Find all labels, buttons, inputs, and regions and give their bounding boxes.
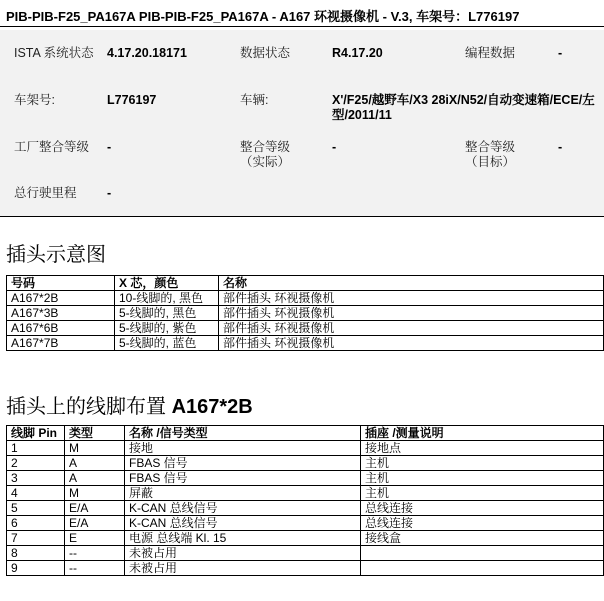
table-cell: 7 (7, 531, 65, 546)
table-cell: 6 (7, 516, 65, 531)
table-cell: A167*6B (7, 321, 115, 336)
table-cell: E (65, 531, 125, 546)
table-cell: FBAS 信号 (125, 471, 361, 486)
table-row (7, 501, 604, 516)
table-cell: A167*3B (7, 306, 115, 321)
table-cell: 部件插头 环视摄像机 (219, 306, 604, 321)
table-cell: A167*7B (7, 336, 115, 351)
table-cell: -- (65, 546, 125, 561)
table-cell: 屏蔽 (125, 486, 361, 501)
table-row (7, 336, 604, 351)
column-header: 名称 (219, 276, 604, 291)
page-header-title: PIB-PIB-F25_PA167A PIB-PIB-F25_PA167A - A167 环视摄像机 - V.3, 车架号：L776197 (6, 9, 520, 24)
table-cell: 接线盒 (361, 531, 604, 546)
table-cell: 部件插头 环视摄像机 (219, 336, 604, 351)
table-cell: 5-线脚的, 蓝色 (115, 336, 219, 351)
vehicle-value: X'/F25/越野车/X3 28iX/N52/自动变速箱/ECE/左型/2011/11 (332, 93, 595, 122)
data-status-value: R4.17.20 (332, 46, 383, 60)
table-cell: A167*2B (7, 291, 115, 306)
table-row (7, 306, 604, 321)
table-cell: K-CAN 总线信号 (125, 501, 361, 516)
table-row (7, 561, 604, 576)
table-cell: -- (65, 561, 125, 576)
programming-value: - (558, 46, 563, 60)
target-level-value: - (558, 140, 563, 154)
table-cell: 电源 总线端 Kl. 15 (125, 531, 361, 546)
table-cell: E/A (65, 516, 125, 531)
table-row (7, 516, 604, 531)
column-header: 线脚 Pin (7, 426, 65, 441)
table-cell: M (65, 486, 125, 501)
vehicle-info-panel (0, 30, 604, 216)
ista-label: ISTA 系统状态 (14, 46, 94, 60)
table-cell: 总线连接 (361, 516, 604, 531)
table-cell: 8 (7, 546, 65, 561)
table-cell: 5-线脚的, 黑色 (115, 306, 219, 321)
column-header: 名称 /信号类型 (125, 426, 361, 441)
info-divider (0, 216, 604, 217)
table-cell: 3 (7, 471, 65, 486)
table-row (7, 456, 604, 471)
table-cell: FBAS 信号 (125, 456, 361, 471)
table-cell: 部件插头 环视摄像机 (219, 321, 604, 336)
pins-table (6, 425, 604, 576)
table-row (7, 531, 604, 546)
table-cell: E/A (65, 501, 125, 516)
table-cell: 主机 (361, 456, 604, 471)
table-cell: K-CAN 总线信号 (125, 516, 361, 531)
table-row (7, 471, 604, 486)
table-cell (361, 561, 604, 576)
mileage-value: - (107, 186, 112, 200)
mileage-label: 总行驶里程 (14, 186, 77, 200)
vin-label: 车架号: (14, 93, 55, 107)
table-cell: 接地 (125, 441, 361, 456)
table-header-row (7, 426, 604, 441)
programming-label: 编程数据 (465, 46, 516, 60)
table-cell: A (65, 471, 125, 486)
header-divider (0, 26, 604, 27)
ista-value: 4.17.20.18171 (107, 46, 187, 60)
actual-level-label: 整合等级（实际） (240, 140, 291, 169)
table-cell: 总线连接 (361, 501, 604, 516)
table-cell: 接地点 (361, 441, 604, 456)
data-status-label: 数据状态 (240, 46, 291, 60)
table-cell: 未被占用 (125, 561, 361, 576)
table-cell: 主机 (361, 471, 604, 486)
table-cell: M (65, 441, 125, 456)
table-row (7, 321, 604, 336)
table-cell: 2 (7, 456, 65, 471)
table-cell: 5-线脚的, 紫色 (115, 321, 219, 336)
vehicle-label: 车辆: (240, 93, 269, 107)
vin-value: L776197 (107, 93, 157, 107)
table-cell: 主机 (361, 486, 604, 501)
table-cell (361, 546, 604, 561)
table-cell: 5 (7, 501, 65, 516)
actual-level-value: - (332, 140, 337, 154)
column-header: 号码 (7, 276, 115, 291)
column-header: 插座 /测量说明 (361, 426, 604, 441)
table-cell: 4 (7, 486, 65, 501)
connectors-section-title: 插头示意图 (6, 244, 106, 266)
table-header-row (7, 276, 604, 291)
target-level-label: 整合等级（目标） (465, 140, 516, 169)
table-row (7, 486, 604, 501)
pins-title-connector: A167*2B (171, 396, 253, 418)
table-cell: 10-线脚的, 黑色 (115, 291, 219, 306)
table-cell: A (65, 456, 125, 471)
factory-level-value: - (107, 140, 112, 154)
table-cell: 9 (7, 561, 65, 576)
column-header: 类型 (65, 426, 125, 441)
pins-title-prefix: 插头上的线脚布置 (6, 396, 166, 418)
pins-section-title (6, 390, 253, 419)
table-cell: 未被占用 (125, 546, 361, 561)
table-row (7, 546, 604, 561)
table-row (7, 441, 604, 456)
table-cell: 1 (7, 441, 65, 456)
factory-level-label: 工厂整合等级 (14, 140, 90, 154)
column-header: X 芯，颜色 (115, 276, 219, 291)
table-row (7, 291, 604, 306)
connectors-table (6, 275, 604, 351)
table-cell: 部件插头 环视摄像机 (219, 291, 604, 306)
